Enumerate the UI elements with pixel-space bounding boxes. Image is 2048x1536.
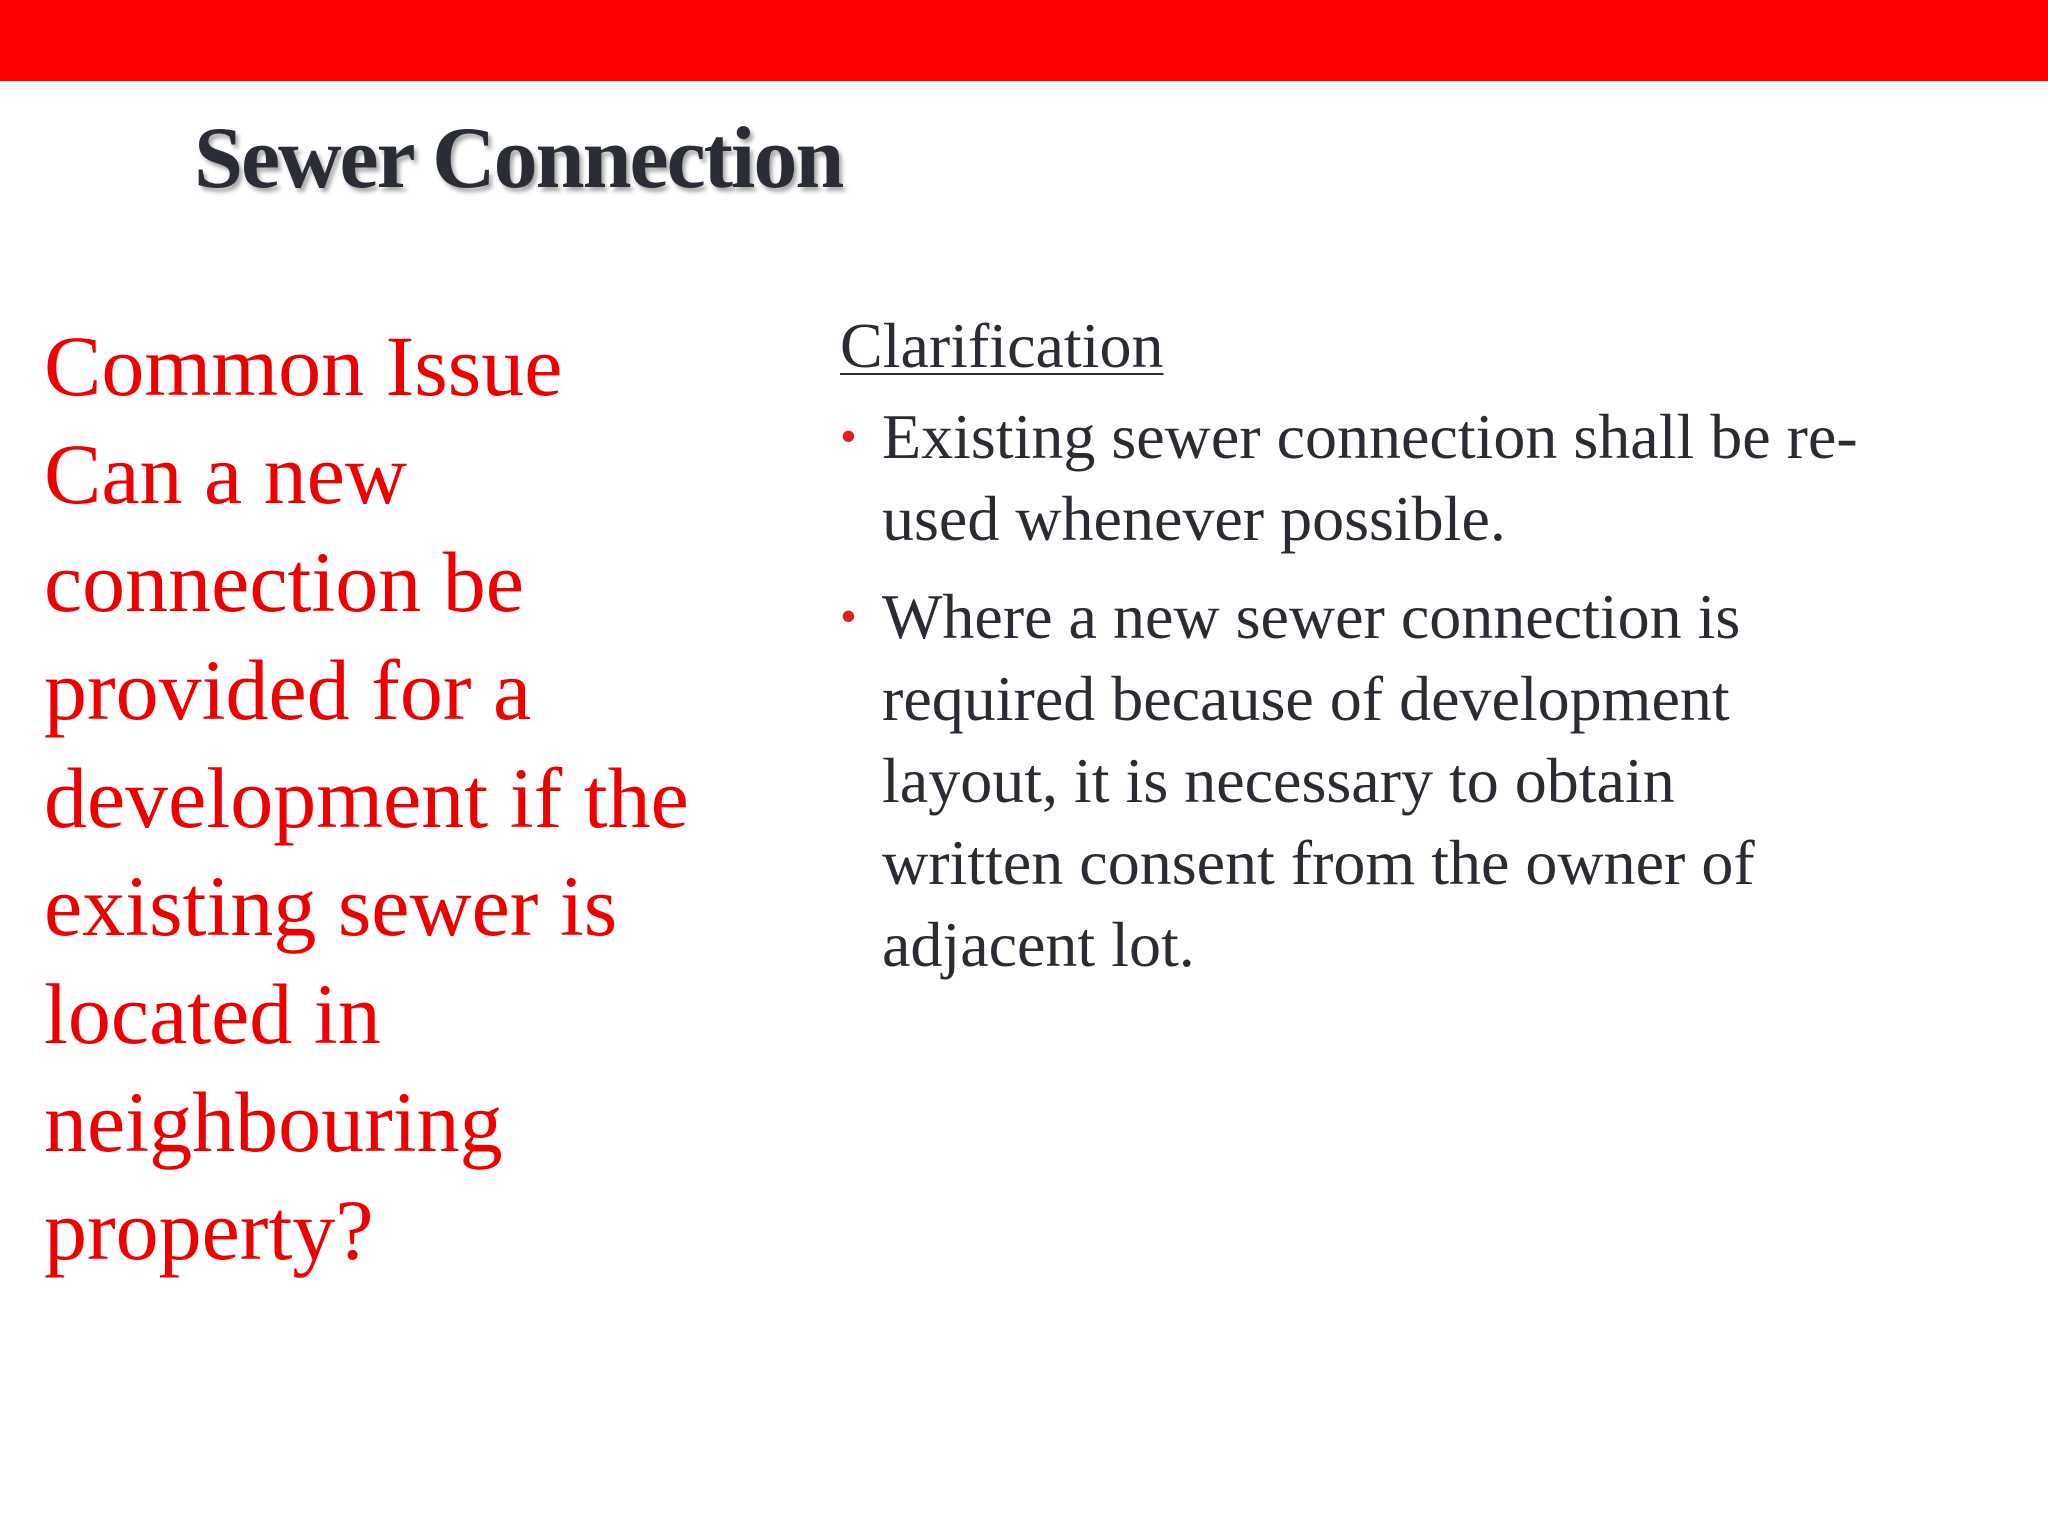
slide-title: Sewer Connection (194, 110, 843, 207)
bullet-item (840, 576, 2000, 986)
bullet-line: used whenever possible. (882, 483, 1506, 554)
issue-line: provided for a (44, 642, 532, 738)
issue-line: neighbouring (44, 1074, 503, 1170)
bullet-line: Existing sewer connection shall be re- (882, 401, 1858, 472)
bullet-line: layout, it is necessary to obtain (882, 745, 1675, 816)
top-red-bar (0, 0, 2048, 81)
issue-line: property? (44, 1182, 374, 1278)
issue-line: existing sewer is (44, 858, 618, 954)
bullet-item (840, 396, 2000, 560)
issue-line: Common Issue (44, 318, 563, 414)
bullet-line: required because of development (882, 663, 1730, 734)
bullet-marker: • (840, 590, 857, 643)
clarification-heading: Clarification (840, 310, 1164, 381)
clarification-bullets (840, 396, 2000, 986)
common-issue-question (44, 312, 804, 1284)
issue-line: Can a new (44, 426, 407, 522)
issue-line: development if the (44, 750, 689, 846)
bullet-line: adjacent lot. (882, 909, 1195, 980)
clarification-section (840, 306, 2000, 1002)
bullet-marker: • (840, 410, 857, 463)
issue-line: connection be (44, 534, 524, 630)
issue-line: located in (44, 966, 381, 1062)
bullet-line: written consent from the owner of (882, 827, 1755, 898)
bullet-line: Where a new sewer connection is (882, 581, 1741, 652)
